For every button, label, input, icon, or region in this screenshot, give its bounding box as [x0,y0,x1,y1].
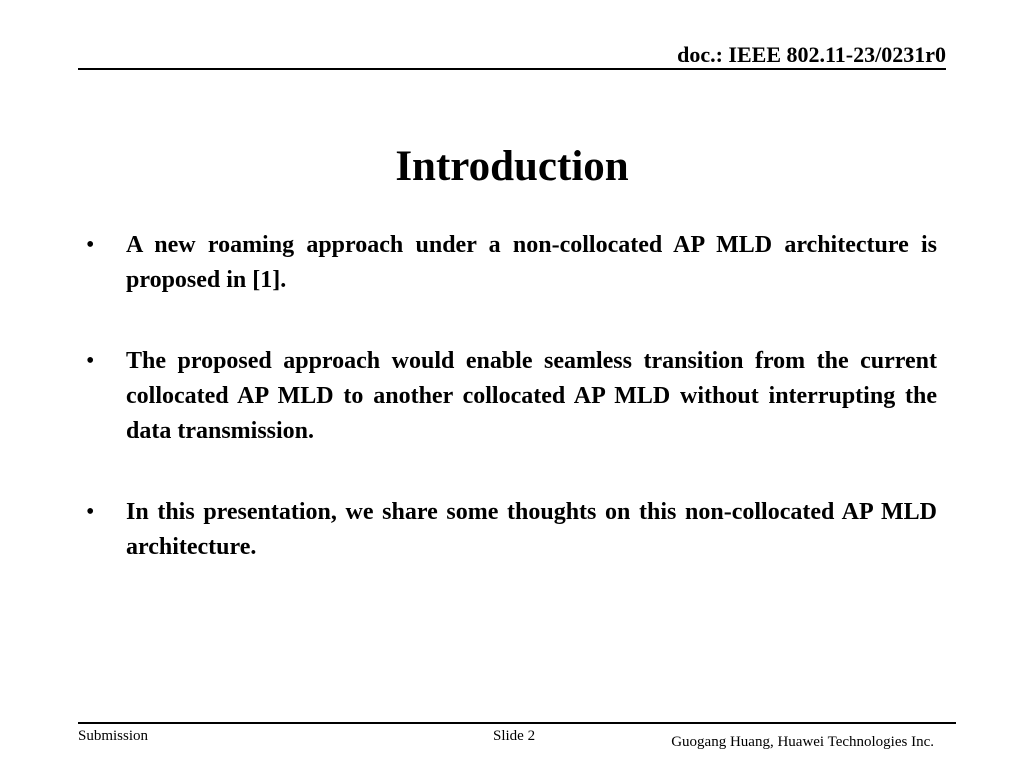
footer-author: Guogang Huang, Huawei Technologies Inc. [671,734,934,750]
bullet-item [80,495,937,565]
slide-title: Introduction [395,142,629,190]
bullet-text: The proposed approach would enable seamless transition from the current collocated AP MLD to another collocated AP MLD without interrupting the data transmission. [126,348,937,444]
bullet-item [80,228,937,298]
header-divider [78,68,946,70]
footer-divider [78,722,956,724]
bullet-icon: • [86,499,95,525]
bullet-icon: • [86,232,95,258]
bullet-text: A new roaming approach under a non-collocated AP MLD architecture is proposed in [1]. [126,232,937,293]
bullet-icon: • [86,348,95,374]
bullet-text: In this presentation, we share some thoughts on this non-collocated AP MLD architecture. [126,499,937,560]
document-id: doc.: IEEE 802.11-23/0231r0 [677,42,946,67]
bullet-list [80,228,937,611]
footer-submission: Submission [78,728,149,744]
bullet-item [80,344,937,449]
slide-number: Slide 2 [493,728,536,744]
